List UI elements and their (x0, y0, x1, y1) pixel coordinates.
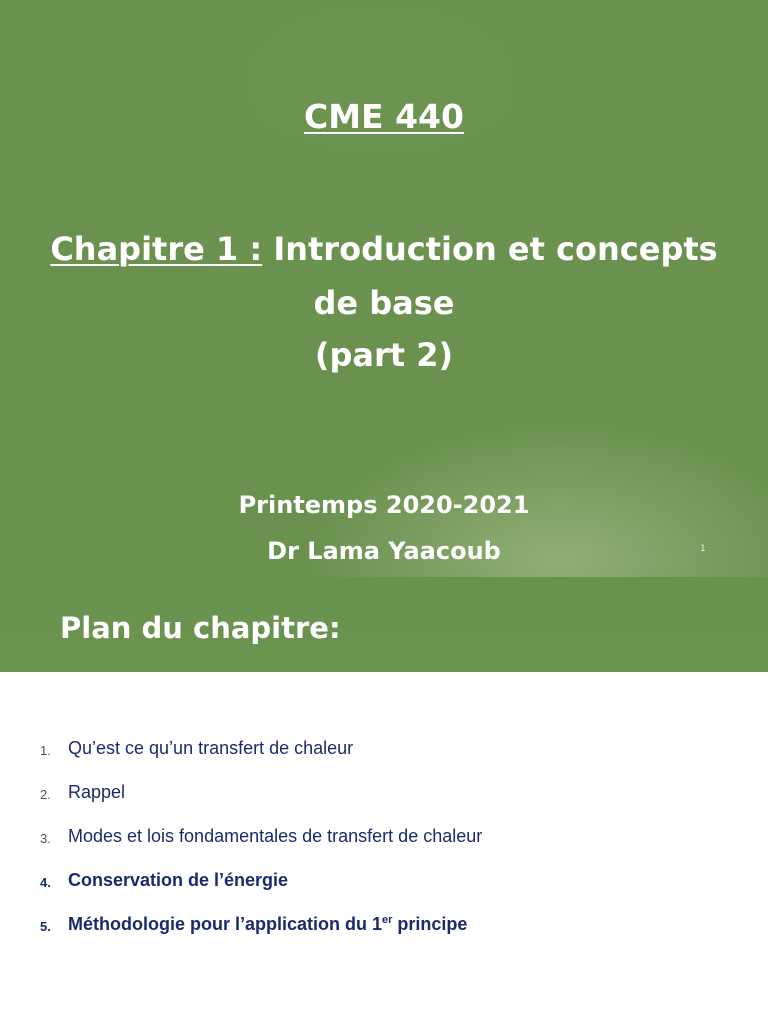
chapter-title: Introduction et concepts de base (273, 230, 718, 322)
list-item (40, 914, 740, 958)
list-number: 4. (40, 875, 51, 890)
chapter-label: Chapitre 1 : (50, 230, 263, 268)
list-text-main: Méthodologie pour l’application du 1 (68, 914, 382, 934)
list-text (68, 914, 467, 935)
list-item (40, 738, 740, 782)
plan-list (40, 738, 740, 958)
semester: Printemps 2020-2021 (238, 491, 530, 519)
list-text: Modes et lois fondamentales de transfert de chaleur (68, 826, 483, 846)
chapter-heading (40, 222, 728, 330)
list-number: 1. (40, 743, 51, 758)
superscript: er (382, 914, 393, 926)
list-number: 5. (40, 919, 51, 934)
list-number: 2. (40, 787, 51, 802)
page-number: 1 (700, 544, 706, 554)
list-item (40, 826, 740, 870)
list-number: 3. (40, 831, 51, 846)
plan-title: Plan du chapitre: (60, 611, 341, 645)
author: Dr Lama Yaacoub (267, 537, 501, 565)
course-title: CME 440 (304, 97, 464, 136)
list-text-end: principe (392, 914, 468, 934)
part-label: (part 2) (314, 336, 454, 374)
list-text: Rappel (68, 782, 126, 802)
list-item (40, 782, 740, 826)
slide-meta (0, 482, 768, 574)
list-item (40, 870, 740, 914)
list-text: Conservation de l’énergie (68, 870, 289, 890)
list-text: Qu’est ce qu’un transfert de chaleur (68, 738, 354, 758)
